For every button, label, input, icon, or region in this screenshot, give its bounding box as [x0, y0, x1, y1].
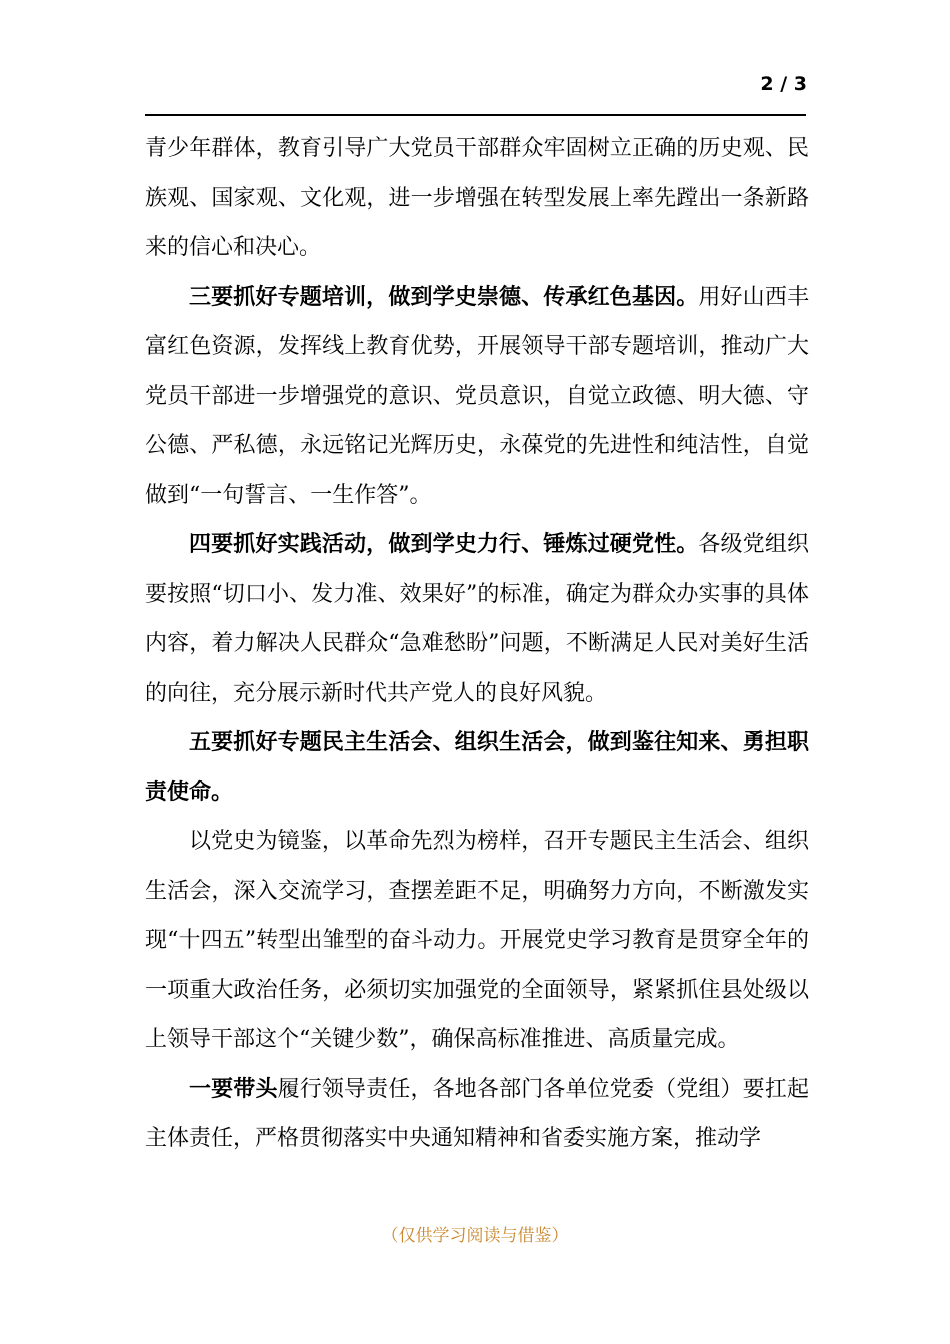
- paragraph-lead-by-example: [145, 1065, 809, 1164]
- paragraph-point-five-heading: [145, 718, 809, 817]
- paragraph-bold-lead: 一要带头: [189, 1075, 278, 1102]
- paragraph-bold-lead: 四要抓好实践活动，做到学史力行、锤炼过硬党性。: [189, 531, 699, 557]
- footer-note: （仅供学习阅读与借鉴）: [381, 1226, 569, 1246]
- document-body: [145, 124, 809, 1164]
- paragraph-text: 各级党组织要按照“切口小、发力准、效果好”的标准，确定为群众办实事的具体内容，着力解决人民群众“急难愁盼”问题，不断满足人民对美好生活的向往，充分展示新时代共产党人的良好风貌。: [145, 532, 809, 706]
- paragraph-continuation: [145, 124, 809, 273]
- header-divider: [145, 114, 806, 116]
- paragraph-bold-lead: 五要抓好专题民主生活会、组织生活会，做到鉴往知来、勇担职责使命。: [145, 729, 809, 805]
- paragraph-text: 用好山西丰富红色资源，发挥线上教育优势，开展领导干部专题培训，推动广大党员干部进一步增强党的意识、党员意识，自觉立政德、明大德、守公德、严私德，永远铭记光辉历史，永葆党的先进性和纯洁性，自觉做到“一句誓言、一生作答”。: [145, 284, 809, 508]
- paragraph-point-five-body: [145, 817, 809, 1065]
- paragraph-text: 青少年群体，教育引导广大党员干部群众牢固树立正确的历史观、民族观、国家观、文化观，进一步增强在转型发展上率先蹚出一条新路来的信心和决心。: [145, 136, 809, 260]
- paragraph-point-four: [145, 520, 809, 718]
- page-number: 2 / 3: [760, 73, 807, 95]
- paragraph-text: 履行领导责任，各地各部门各单位党委（党组）要扛起主体责任，严格贯彻落实中央通知精神和省委实施方案，推动学: [145, 1076, 809, 1151]
- paragraph-text: 以党史为镜鉴，以革命先烈为榜样，召开专题民主生活会、组织生活会，深入交流学习，查摆差距不足，明确努力方向，不断激发实现“十四五”转型出雏型的奋斗动力。开展党史学习教育是贯穿全年的一项重大政治任务，必须切实加强党的全面领导，紧紧抓住县处级以上领导干部这个“关键少数”，确保高标准推进、高质量完成。: [145, 829, 809, 1052]
- paragraph-point-three: [145, 273, 809, 521]
- paragraph-bold-lead: 三要抓好专题培训，做到学史崇德、传承红色基因。: [189, 283, 699, 310]
